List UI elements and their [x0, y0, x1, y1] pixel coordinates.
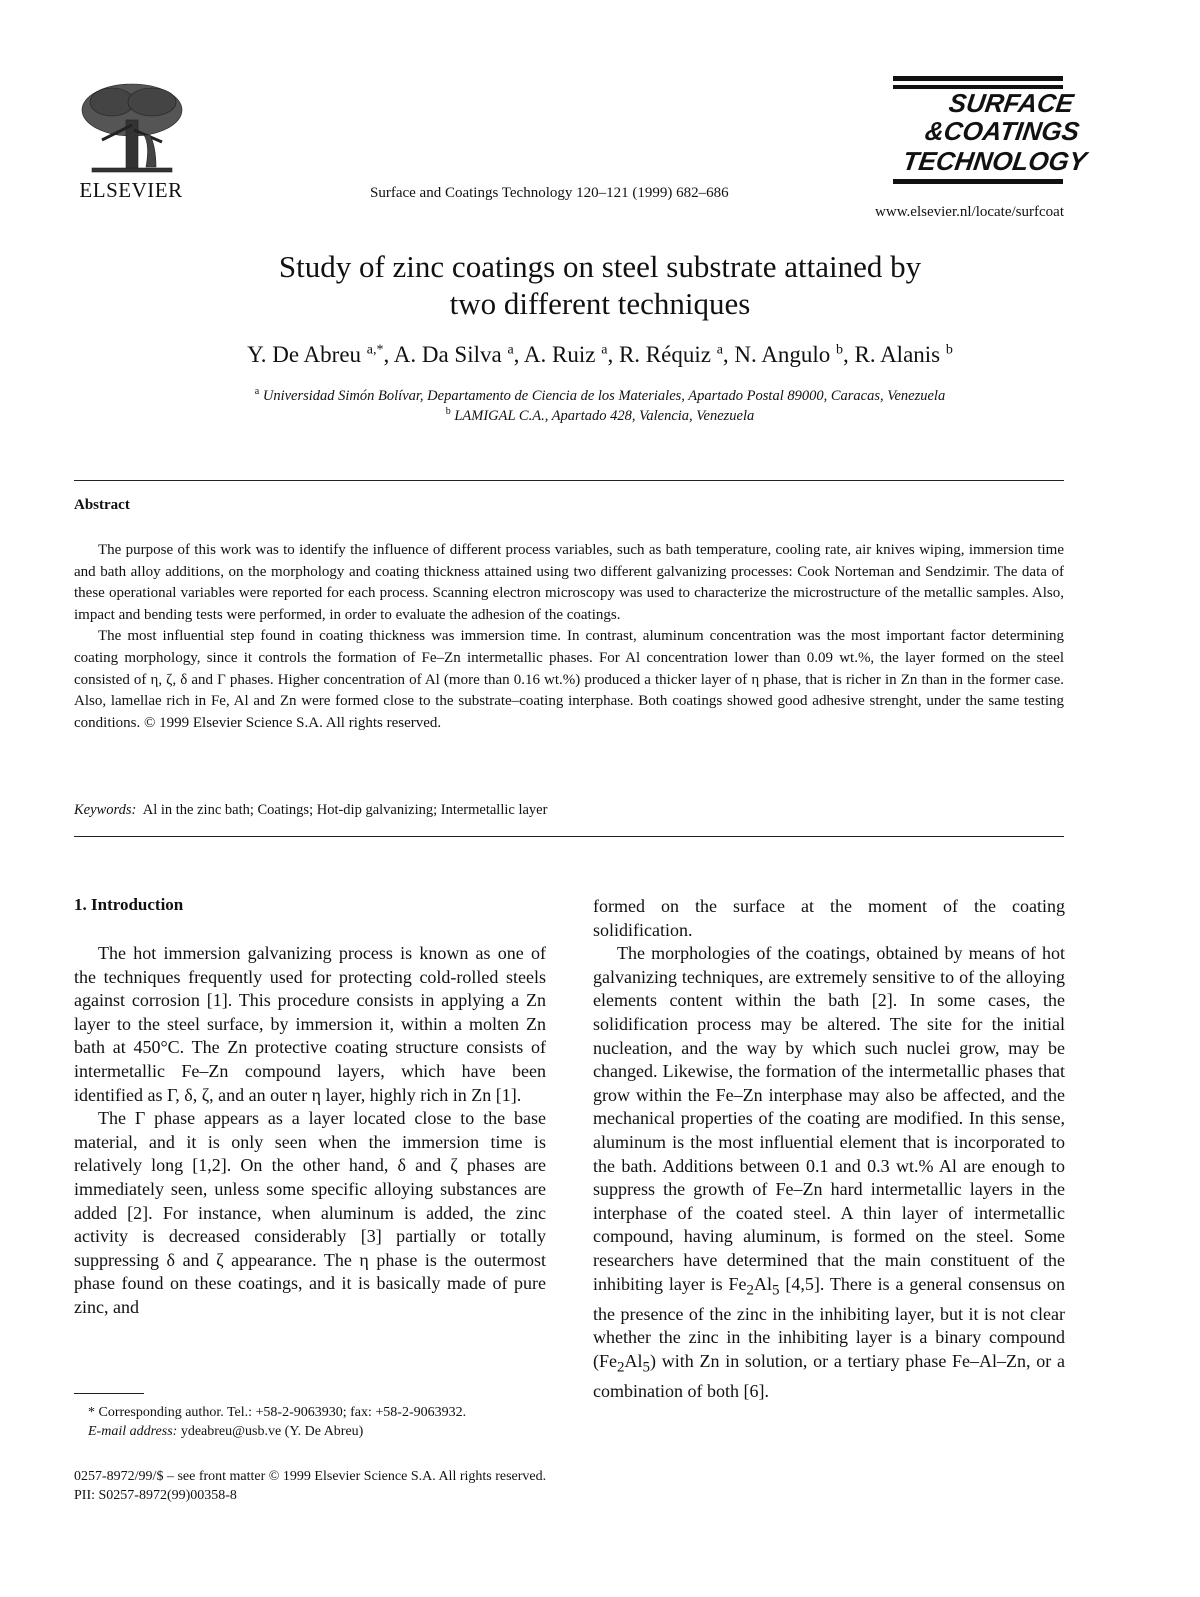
author-name: N. Angulo	[734, 342, 831, 367]
section-heading: 1. Introduction	[74, 895, 184, 914]
body-paragraph: The Γ phase appears as a layer located close to the base material, and it is only seen when the immersion time is relatively long [1,2]. On the other hand, δ and ζ phases are immediately seen, unless some specific alloying substances are added [2]. For instance, when aluminum is added, the zinc activity is decreased considerably [3] partially or totally suppressing δ and ζ appearance. The η phase is the outermost phase found on these coatings, and it is basically made of pure zinc, and	[74, 1108, 546, 1317]
author-affil-mark: a	[507, 342, 514, 358]
keywords-label: Keywords:	[74, 802, 137, 818]
footnote	[74, 1403, 554, 1441]
pii-line: PII: S0257-8972(99)00358-8	[74, 1488, 237, 1503]
body-paragraph: formed on the surface at the moment of the coating solidification.	[593, 896, 1065, 940]
author-affil-mark[interactable]: a,*	[366, 342, 384, 358]
author-affil-mark: a	[716, 342, 723, 358]
affiliation-text: Universidad Simón Bolívar, Departamento de Ciencia de los Materiales, Apartado Postal 89000, Caracas, Venezuela	[262, 388, 946, 404]
footnote-divider	[74, 1393, 144, 1394]
author-name: A. Da Silva	[393, 342, 502, 367]
title-line-2: two different techniques	[449, 286, 751, 321]
keywords	[74, 802, 547, 819]
journal-logo-line1: SURFACE	[947, 88, 1076, 118]
abstract-paragraph: The most influential step found in coating thickness was immersion time. In contrast, aluminum concentration was the most important factor determining coating morphology, since it controls the formation of Fe–Zn intermetallic phases. For Al concentration lower than 0.09 wt.%, the layer formed on the steel consisted of η, ζ, δ and Γ phases. Higher concentration of Al (more than 0.16 wt.%) produced a thicker layer of η phase, that is richer in Zn than in the former case. Also, lamellae rich in Fe, Al and Zn were formed close to the substrate–coating interphase. Both coatings showed good adhesive strenght, under the same testing conditions. © 1999 Elsevier Science S.A. All rights reserved.	[74, 628, 1064, 731]
author-name: R. Alanis	[854, 342, 941, 367]
copyright-line: 0257-8972/99/$ – see front matter © 1999 Elsevier Science S.A. All rights reserved.	[74, 1469, 547, 1484]
article-title	[100, 248, 1100, 322]
journal-logo-line2: &COATINGS	[923, 116, 1082, 146]
footnote-corresponding: * Corresponding author. Tel.: +58-2-9063930; fax: +58-2-9063932.	[88, 1405, 467, 1420]
text-run: [4,5]. There is a general consensus on the presence of the zinc in the inhibiting layer, but it is not clear whether the zinc in the inhibiting layer is a binary compound (Fe	[593, 1273, 1065, 1371]
body-paragraph	[593, 942, 1065, 1403]
author-list: Y. De Abreu $^{a,*}$, A. Da Silva $^a$, A. Ruiz $^a$, R. Réquiz $^a$, N. Angulo $^b$, R. Alanis $^b$	[247, 342, 953, 367]
title-line-1: Study of zinc coatings on steel substrate attained by	[278, 249, 922, 284]
keywords-text: Al in the zinc bath; Coatings; Hot-dip galvanizing; Intermetallic layer	[142, 802, 548, 818]
abstract-paragraph: The purpose of this work was to identify the influence of different process variables, such as bath temperature, cooling rate, air knives wiping, immersion time and bath alloy additions, on the morphology and coating thickness attained using two different galvanizing processes: Cook Norteman and Sendzimir. The data of these operational variables were reported for each process. Scanning electron microscopy was used to characterize the microstructure of the metallic samples. Also, impact and bending tests were performed, in order to evaluate the adhesion of the coatings.	[74, 542, 1064, 623]
right-column	[593, 895, 1065, 1404]
author-affil-mark: b	[836, 342, 843, 358]
text-run: ) with Zn in solution, or a tertiary phase Fe–Al–Zn, or a combination of both [6].	[593, 1350, 1065, 1402]
journal-citation: Surface and Coatings Technology 120–121 (1999) 682–686	[370, 185, 729, 201]
author-affil-mark: b	[945, 342, 953, 358]
text-run: Al	[754, 1273, 773, 1294]
journal-url[interactable]: www.elsevier.nl/locate/surfcoat	[875, 204, 1064, 220]
email-label: E-mail address:	[88, 1424, 178, 1439]
abstract-heading: Abstract	[74, 497, 130, 513]
divider	[74, 836, 1064, 837]
email-value[interactable]: ydeabreu@usb.ve (Y. De Abreu)	[177, 1424, 364, 1439]
affiliation-text: LAMIGAL C.A., Apartado 428, Valencia, Venezuela	[454, 408, 755, 424]
abstract-body	[74, 540, 1064, 734]
text-run: Al	[624, 1350, 643, 1371]
subscript: 2	[617, 1359, 625, 1376]
body-paragraph: The hot immersion galvanizing process is known as one of the techniques frequently used for protecting cold-rolled steels against corrosion [1]. This procedure consists in applying a Zn layer to the steel surface, by immersion it, within a molten Zn bath at 450°C. The Zn protective coating structure consists of intermetallic Fe–Zn compound layers, which have been identified as Γ, δ, ζ, and an outer η layer, highly rich in Zn [1].	[74, 943, 546, 1105]
author-name: R. Réquiz	[618, 342, 711, 367]
divider	[74, 480, 1064, 481]
subscript: 5	[642, 1359, 650, 1376]
publication-info	[74, 1467, 546, 1505]
affiliation-a	[50, 388, 1150, 405]
author-name: A. Ruiz	[523, 342, 596, 367]
publisher-name: ELSEVIER	[79, 178, 183, 202]
left-column	[74, 942, 546, 1320]
affiliation-mark: a	[254, 386, 260, 398]
affiliation-mark: b	[445, 406, 451, 418]
journal-logo-line3: TECHNOLOGY	[900, 146, 1089, 176]
author-affil-mark: a	[601, 342, 608, 358]
journal-logo	[893, 76, 1089, 188]
text-run: The morphologies of the coatings, obtained by means of hot galvanizing techniques, are extremely sensitive to of the alloying elements content within the bath [2]. In some cases, the solidification process may be altered. The site for the initial nucleation, and the way by which such nuclei grow, may be changed. Likewise, the formation of the intermetallic phases that grow within the Fe–Zn interphase may also be affected, and the mechanical properties of the coating are modified. In this sense, aluminum is the most influential element that is incorporated to the bath. Additions between 0.1 and 0.3 wt.% Al are enough to suppress the growth of Fe–Zn hard intermetallic layers in the interphase of the coated steel. A thin layer of intermetallic compound, having aluminum, is formed on the steel. Some researchers have determined that the main constituent of the inhibiting layer is Fe	[593, 943, 1065, 1294]
affiliation-b	[50, 408, 1150, 425]
subscript: 5	[772, 1282, 780, 1299]
subscript: 2	[746, 1282, 755, 1299]
footnote-email	[74, 1422, 554, 1441]
author-name: Y. De Abreu	[247, 342, 362, 367]
